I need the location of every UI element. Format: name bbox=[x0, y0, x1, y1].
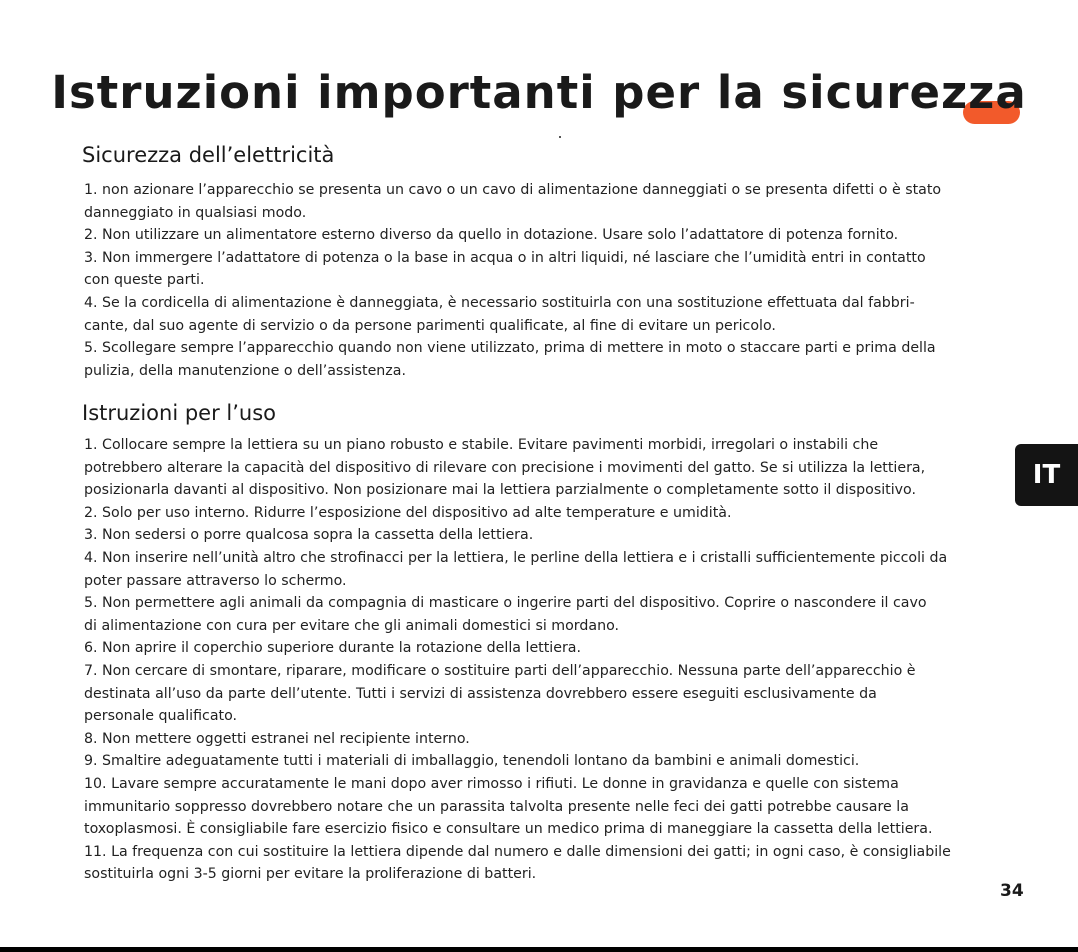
text-line: potrebbero alterare la capacità del dispositivo di rilevare con precisione i movimenti del gatto. Se si utilizza la lettiera, bbox=[84, 459, 926, 476]
electrical-safety-text bbox=[84, 179, 1019, 382]
language-tab: IT bbox=[1015, 444, 1078, 506]
text-line: danneggiato in qualsiasi modo. bbox=[84, 204, 307, 221]
text-line: 1. non azionare l’apparecchio se presenta un cavo o un cavo di alimentazione danneggiati o se presenta difetti o è stato bbox=[84, 182, 942, 198]
text-line: 2. Solo per uso interno. Ridurre l’esposizione del dispositivo ad alte temperature e umidità. bbox=[84, 504, 732, 521]
text-line: 2. Non utilizzare un alimentatore esterno diverso da quello in dotazione. Usare solo l’adattatore di potenza fornito. bbox=[84, 227, 899, 244]
page-title: Istruzioni importanti per la sicurezza bbox=[51, 66, 1027, 119]
text-line: 11. La frequenza con cui sostituire la lettiera dipende dal numero e dalle dimensioni dei gatti; in ogni caso, è consigliabile bbox=[84, 843, 951, 860]
heading-electrical-safety: Sicurezza dell’elettricità bbox=[82, 143, 335, 167]
page-number: 34 bbox=[1000, 881, 1024, 901]
text-line: posizionarla davanti al dispositivo. Non posizionare mai la lettiera parzialmente o completamente sotto il dispositivo. bbox=[84, 482, 916, 499]
heading-usage-instructions: Istruzioni per l’uso bbox=[82, 401, 277, 425]
text-line: 3. Non immergere l’adattatore di potenza o la base in acqua o in altri liquidi, né lasciare che l’umidità entri in contatto bbox=[84, 249, 926, 266]
text-line: pulizia, della manutenzione o dell’assistenza. bbox=[84, 362, 406, 379]
text-line: personale qualificato. bbox=[84, 708, 238, 725]
text-line: di alimentazione con cura per evitare che gli animali domestici si mordano. bbox=[84, 617, 620, 634]
text-line: 8. Non mettere oggetti estranei nel recipiente interno. bbox=[84, 730, 470, 747]
decorative-dot bbox=[559, 136, 561, 138]
text-line: 6. Non aprire il coperchio superiore durante la rotazione della lettiera. bbox=[84, 640, 582, 657]
text-line: 10. Lavare sempre accuratamente le mani dopo aver rimosso i rifiuti. Le donne in gravidanza e quelle con sistema bbox=[84, 775, 899, 792]
text-line: 3. Non sedersi o porre qualcosa sopra la cassetta della lettiera. bbox=[84, 527, 534, 544]
text-line: poter passare attraverso lo schermo. bbox=[84, 572, 347, 589]
text-line: 4. Se la cordicella di alimentazione è danneggiata, è necessario sostituirla con una sostituzione effettuata dal fabbri- bbox=[84, 294, 915, 311]
text-line: 1. Collocare sempre la lettiera su un piano robusto e stabile. Evitare pavimenti morbidi, irregolari o instabili che bbox=[84, 437, 879, 453]
text-line: 5. Non permettere agli animali da compagnia di masticare o ingerire parti del dispositivo. Coprire o nascondere il cavo bbox=[84, 595, 927, 612]
text-line: immunitario soppresso dovrebbero notare che un parassita talvolta presente nelle feci dei gatti potrebbe causare la bbox=[84, 798, 909, 815]
bottom-border bbox=[0, 947, 1078, 952]
text-line: cante, dal suo agente di servizio o da persone parimenti qualificate, al fine di evitare un pericolo. bbox=[84, 317, 776, 334]
text-line: destinata all’uso da parte dell’utente. Tutti i servizi di assistenza dovrebbero essere eseguiti esclusivamente da bbox=[84, 685, 877, 702]
text-line: con queste parti. bbox=[84, 272, 205, 289]
text-line: sostituirla ogni 3-5 giorni per evitare la proliferazione di batteri. bbox=[84, 866, 537, 883]
text-line: 7. Non cercare di smontare, riparare, modificare o sostituire parti dell’apparecchio. Nessuna parte dell’apparecchio è bbox=[84, 662, 916, 679]
text-line: 5. Scollegare sempre l’apparecchio quando non viene utilizzato, prima di mettere in moto o staccare parti e prima della bbox=[84, 340, 936, 357]
usage-instructions-text bbox=[84, 434, 1019, 886]
text-line: toxoplasmosi. È consigliabile fare esercizio fisico e consultare un medico prima di maneggiare la cassetta della lettiera. bbox=[84, 821, 933, 838]
text-line: 4. Non inserire nell’unità altro che strofinacci per la lettiera, le perline della lettiera e i cristalli sufficientemente piccoli da bbox=[84, 549, 948, 566]
text-line: 9. Smaltire adeguatamente tutti i materiali di imballaggio, tenendoli lontano da bambini e animali domestici. bbox=[84, 753, 860, 770]
